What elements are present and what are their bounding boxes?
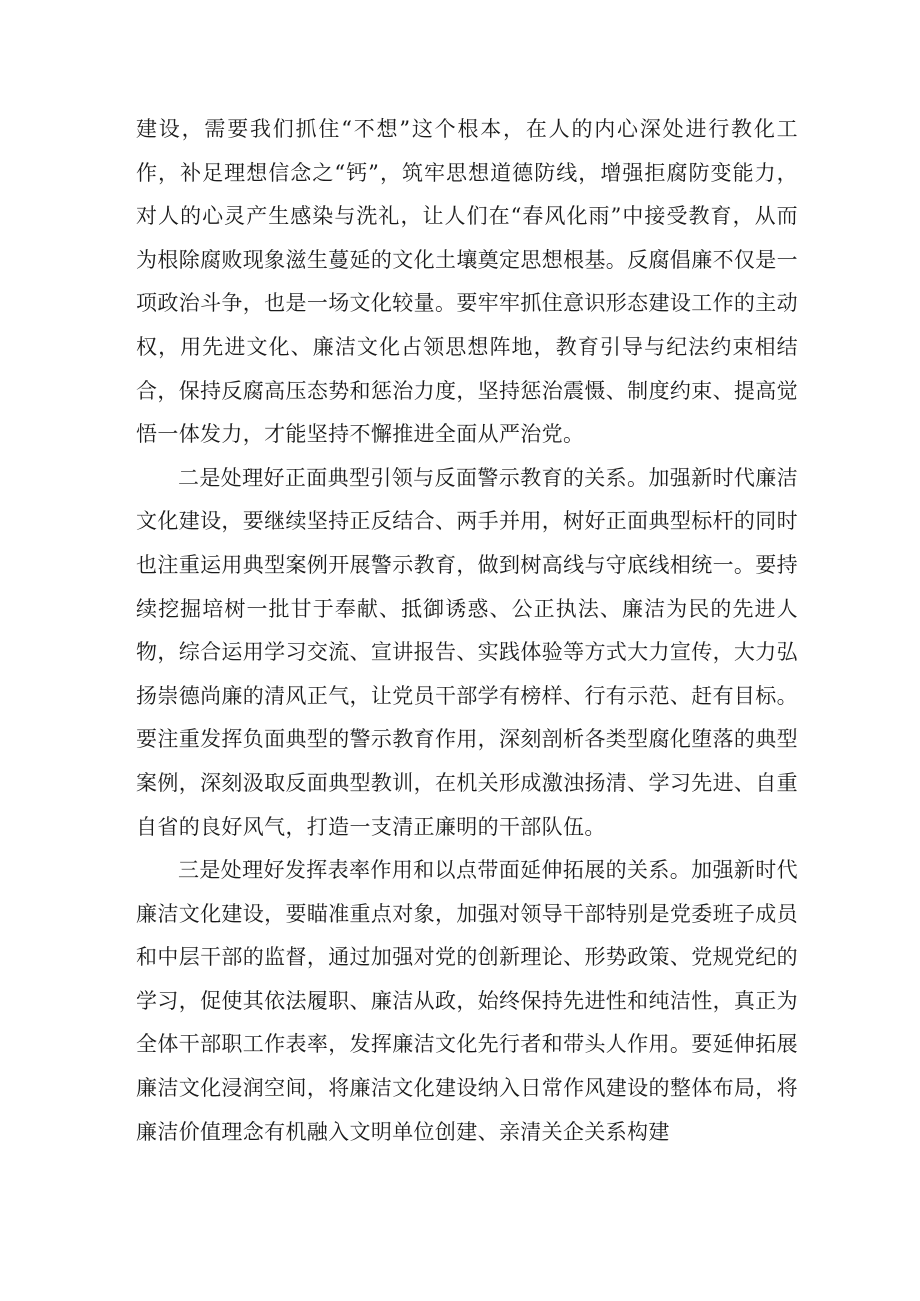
paragraph-point-two: 二是处理好正面典型引领与反面警示教育的关系。加强新时代廉洁文化建设，要继续坚持正反结合、两手并用，树好正面典型标杆的同时也注重运用典型案例开展警示教育，做到树高线与守底线相统一。要持续挖掘培树一批甘于奉献、抵御诱惑、公正执法、廉洁为民的先进人物，综合运用学习交流、宣讲报告、实践体验等方式大力宣传，大力弘扬崇德尚廉的清风正气，让党员干部学有榜样、行有示范、赶有目标。要注重发挥负面典型的警示教育作用，深刻剖析各类型腐化堕落的典型案例，深刻汲取反面典型教训，在机关形成激浊扬清、学习先进、自重自省的良好风气，打造一支清正廉明的干部队伍。 — [136, 465, 798, 839]
paragraph-point-three: 三是处理好发挥表率作用和以点带面延伸拓展的关系。加强新时代廉洁文化建设，要瞄准重点对象，加强对领导干部特别是党委班子成员和中层干部的监督，通过加强对党的创新理论、形势政策、党规党纪的学习，促使其依法履职、廉洁从政，始终保持先进性和纯洁性，真正为全体干部职工作表率，发挥廉洁文化先行者和带头人作用。要延伸拓展廉洁文化浸润空间，将廉洁文化建设纳入日常作风建设的整体布局，将廉洁价值理念有机融入文明单位创建、亲清关企关系构建 — [136, 858, 798, 1144]
body-text — [136, 108, 798, 1154]
paragraph-continuation: 建设，需要我们抓住“不想”这个根本，在人的内心深处进行教化工作，补足理想信念之“钙”，筑牢思想道德防线，增强拒腐防变能力，对人的心灵产生感染与洗礼，让人们在“春风化雨”中接受教育，从而为根除腐败现象滋生蔓延的文化土壤奠定思想根基。反腐倡廉不仅是一项政治斗争，也是一场文化较量。要牢牢抓住意识形态建设工作的主动权，用先进文化、廉洁文化占领思想阵地，教育引导与纪法约束相结合，保持反腐高压态势和惩治力度，坚持惩治震慑、制度约束、提高觉悟一体发力，才能坚持不懈推进全面从严治党。 — [136, 117, 798, 447]
